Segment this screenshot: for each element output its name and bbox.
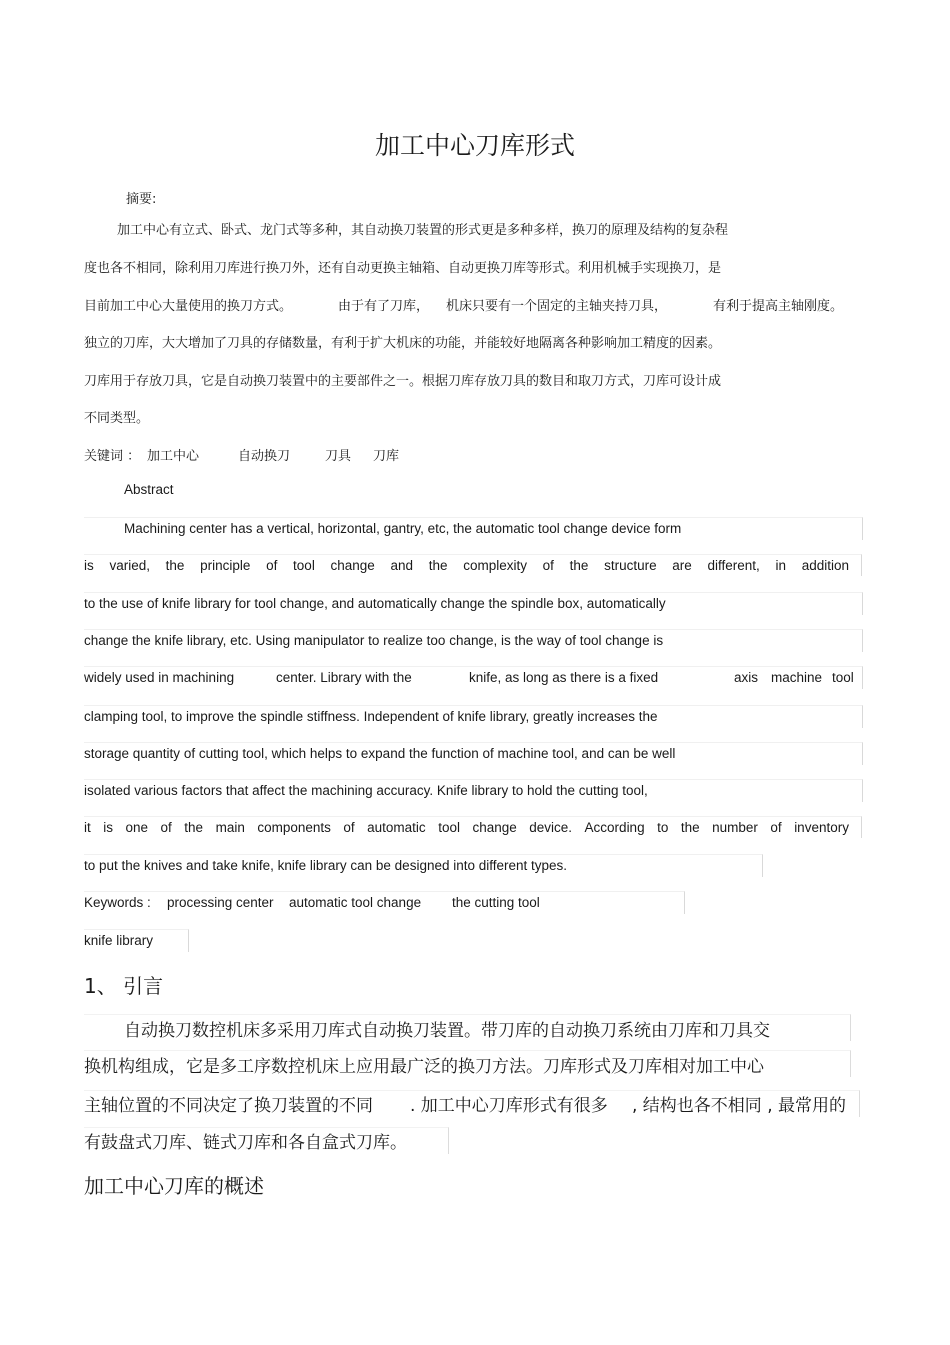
word: is [84, 558, 94, 573]
abstract-en-seg: tool [832, 670, 854, 685]
section-heading-intro: 1、 引言 [84, 974, 164, 998]
abstract-en-label: Abstract [124, 482, 174, 497]
word: complexity [463, 558, 527, 573]
word: change [330, 558, 375, 573]
keyword-en: automatic tool change [289, 895, 422, 910]
abstract-cn-line-seg: 机床只要有一个固定的主轴夹持刀具， [446, 299, 668, 314]
word: of [343, 820, 355, 835]
abstract-cn-line: 独立的刀库，大大增加了刀具的存储数量，有利于扩大机床的功能，并能较好地隔离各种影响加工精度的因素。 [84, 336, 722, 351]
word: in [775, 558, 786, 573]
word: the [428, 558, 448, 573]
abstract-cn-line-seg: 目前加工中心大量使用的换刀方式。 [84, 299, 293, 314]
abstract-cn-line-seg: 由于有了刀库， [338, 299, 430, 314]
abstract-en-seg: machine [771, 670, 823, 685]
abstract-en-line [84, 854, 763, 877]
body-line-seg: 主轴位置的不同决定了换刀装置的不同 [84, 1096, 373, 1116]
word: change [472, 820, 517, 835]
body-line: 换机构组成，它是多工序数控机床上应用最广泛的换刀方法。刀库形式及刀库相对加工中心 [84, 1057, 764, 1077]
word: is [103, 820, 113, 835]
abstract-cn-line-seg: 有利于提高主轴刚度。 [713, 299, 844, 314]
abstract-cn-line: 不同类型。 [84, 411, 150, 426]
word: device. [529, 820, 573, 835]
abstract-en-line [84, 779, 863, 802]
abstract-en-text: Machining center has a vertical, horizontal, gantry, etc, the automatic tool change device form [124, 521, 682, 536]
word: structure [604, 558, 657, 573]
word: it [84, 820, 91, 835]
abstract-en-line [84, 629, 863, 652]
word: of [770, 820, 782, 835]
word: one [125, 820, 149, 835]
abstract-en-seg: center. Library with the [276, 670, 412, 685]
word: the [184, 820, 204, 835]
keyword-en: the cutting tool [452, 895, 540, 910]
document-title: 加工中心刀库形式 [374, 131, 575, 160]
word: are [672, 558, 692, 573]
word: main [215, 820, 245, 835]
word: of [542, 558, 554, 573]
keywords-en-label: Keywords : [84, 895, 151, 910]
abstract-en-line [84, 705, 863, 728]
body-line: 有鼓盘式刀库、链式刀库和各自盒式刀库。 [84, 1133, 407, 1153]
word: to [657, 820, 669, 835]
word: and [390, 558, 414, 573]
abstract-en-line [84, 666, 863, 689]
body-line-seg: , 结构也各不相同 , 最常用的 [632, 1096, 847, 1116]
abstract-en-text: storage quantity of cutting tool, which helps to expand the function of machine tool, and can be well [84, 746, 676, 761]
word: the [165, 558, 185, 573]
abstract-cn-label: 摘要: [126, 192, 157, 207]
keywords-en-line [84, 929, 189, 952]
word: addition [801, 558, 849, 573]
abstract-en-line [84, 742, 863, 765]
abstract-en-seg: knife, as long as there is a fixed [469, 670, 659, 685]
word: automatic [367, 820, 426, 835]
abstract-en-line-justified [84, 554, 862, 576]
abstract-cn-line: 刀库用于存放刀具，它是自动换刀装置中的主要部件之一。根据刀库存放刀具的数目和取刀方式，刀库可设计成 [84, 374, 722, 389]
section-heading-overview: 加工中心刀库的概述 [84, 1174, 264, 1198]
abstract-en-text: to put the knives and take knife, knife library can be designed into different types. [84, 858, 568, 873]
abstract-en-seg: axis [734, 670, 759, 685]
word: of [160, 820, 172, 835]
abstract-en-text: isolated various factors that affect the machining accuracy. Knife library to hold the cutting tool, [84, 783, 648, 798]
abstract-en-seg: widely used in machining [84, 670, 235, 685]
word: principle [200, 558, 251, 573]
word: tool [293, 558, 315, 573]
body-line-seg: . 加工中心刀库形式有很多 [410, 1096, 608, 1116]
abstract-en-line [84, 517, 863, 540]
keyword-en: knife library [84, 933, 154, 948]
word: the [569, 558, 589, 573]
keyword-cn: 加工中心 [147, 449, 200, 464]
word: tool [438, 820, 460, 835]
word: number [712, 820, 758, 835]
word: different, [707, 558, 760, 573]
keywords-en-line [84, 891, 685, 914]
keyword-cn: 自动换刀 [238, 449, 291, 464]
abstract-en-line-justified [84, 816, 862, 838]
keywords-cn-label: 关键词 ： [84, 449, 141, 464]
abstract-en-line [84, 592, 863, 615]
keyword-cn: 刀库 [373, 449, 400, 464]
word: of [266, 558, 278, 573]
word: According [584, 820, 645, 835]
word: varied, [109, 558, 150, 573]
abstract-en-text: to the use of knife library for tool change, and automatically change the spindle box, automatically [84, 596, 666, 611]
keyword-cn: 刀具 [325, 449, 352, 464]
keyword-en: processing center [167, 895, 274, 910]
abstract-en-text: clamping tool, to improve the spindle stiffness. Independent of knife library, greatly increases the [84, 709, 658, 724]
word: inventory [794, 820, 849, 835]
word: components [257, 820, 331, 835]
abstract-cn-line: 度也各不相同，除利用刀库进行换刀外，还有自动更换主轴箱、自动更换刀库等形式。利用机械手实现换刀，是 [84, 261, 722, 276]
body-line: 自动换刀数控机床多采用刀库式自动换刀装置。带刀库的自动换刀系统由刀库和刀具交 [124, 1021, 770, 1041]
abstract-en-text: change the knife library, etc. Using manipulator to realize too change, is the way of tool change is [84, 633, 664, 648]
word: the [680, 820, 700, 835]
abstract-cn-line: 加工中心有立式、卧式、龙门式等多种，其自动换刀装置的形式更是多种多样，换刀的原理及结构的复杂程 [117, 223, 729, 238]
